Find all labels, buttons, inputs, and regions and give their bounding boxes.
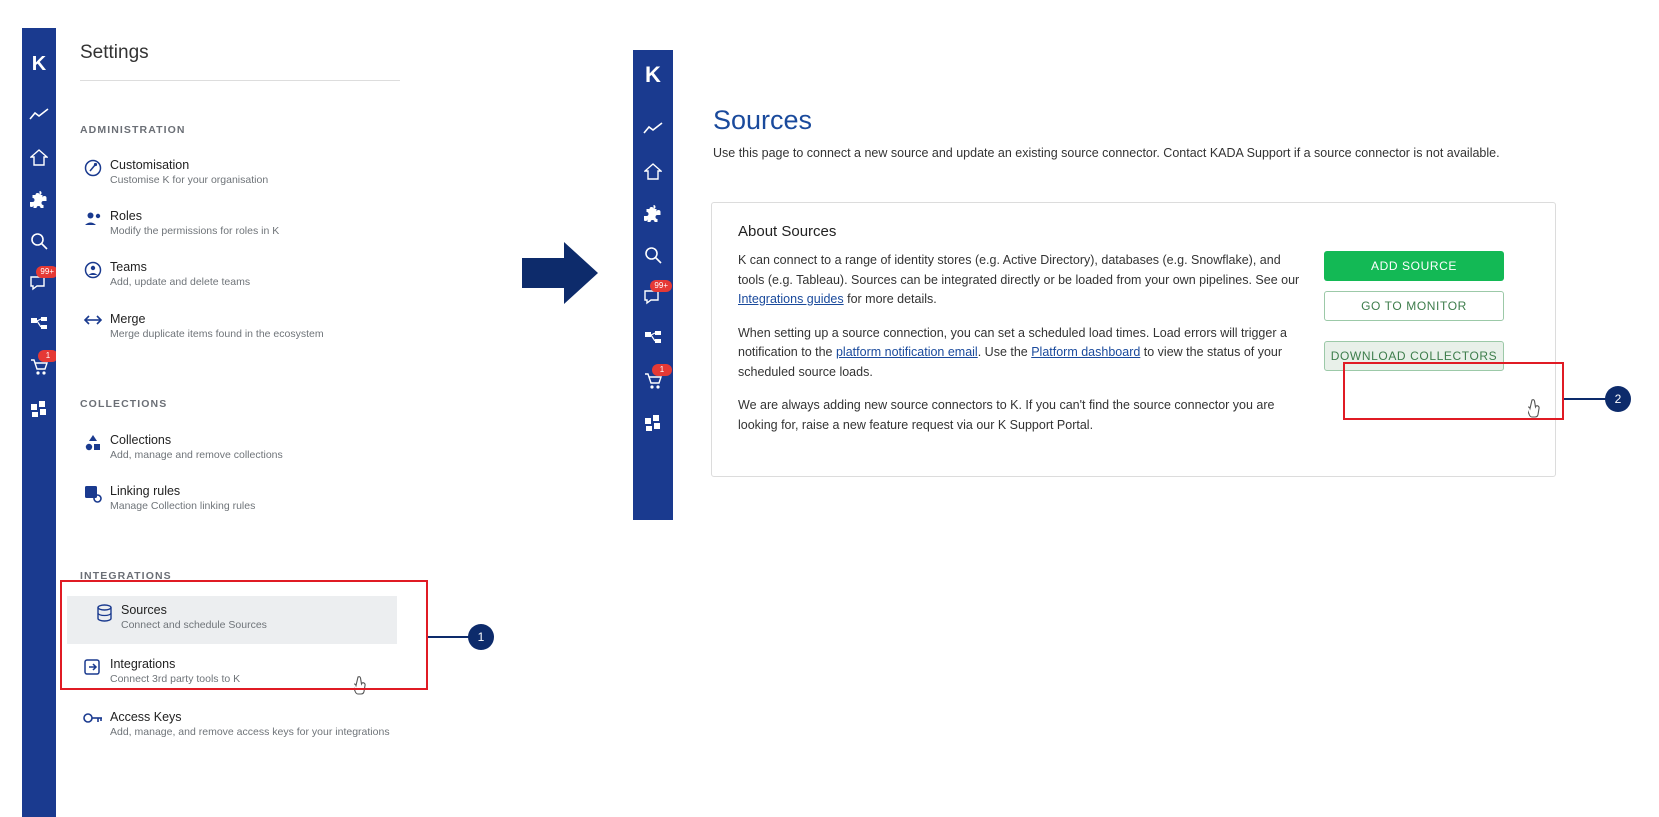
page-title: Sources (713, 105, 813, 135)
text-segment: for more details. (843, 292, 937, 306)
annotation-badge-2: 2 (1605, 386, 1631, 412)
menu-item-subtitle: Merge duplicate items found in the ecosystem (110, 328, 324, 340)
text-segment: . Use the (977, 345, 1032, 359)
text-segment: K can connect to a range of identity stores (e.g. Active Directory), databases (e.g. Snowflake), and tools (e.g. Tableau). Sources can be integrated directly or be loaded from your own pipelines. See our (738, 253, 1300, 287)
platform-notification-email-link[interactable]: platform notification email (835, 345, 978, 359)
apps-icon[interactable] (640, 410, 666, 436)
mouse-cursor-sources (354, 675, 372, 697)
section-heading-integrations: INTEGRATIONS (80, 570, 172, 582)
puzzle-icon[interactable] (640, 200, 666, 226)
lineage-icon[interactable] (26, 312, 52, 338)
teams-icon (80, 261, 106, 279)
annotation-line-2 (1564, 398, 1608, 400)
menu-item-subtitle: Customise K for your organisation (110, 174, 269, 186)
puzzle-icon[interactable] (26, 186, 52, 212)
cart-badge: 1 (652, 364, 672, 376)
title-divider (80, 80, 400, 81)
linking-rules-icon (80, 485, 106, 503)
home-icon[interactable] (26, 144, 52, 170)
sources-icon (91, 604, 117, 622)
chat-icon[interactable] (26, 267, 54, 296)
cart-badge: 1 (38, 350, 58, 362)
roles-icon (80, 210, 106, 228)
flow-arrow-icon (520, 238, 600, 308)
card-body (738, 251, 1306, 449)
about-paragraph-2 (738, 324, 1306, 383)
menu-item-subtitle: Connect and schedule Sources (121, 619, 267, 631)
go-to-monitor-button[interactable]: GO TO MONITOR (1324, 291, 1504, 321)
app-logo: K (645, 62, 661, 87)
app-sidebar-rail-left (22, 28, 56, 817)
annotation-badge-1: 1 (468, 624, 494, 650)
sidebar-item-linking-rules[interactable] (56, 477, 408, 520)
menu-item-title: Customisation (110, 158, 190, 172)
sidebar-item-customisation[interactable] (56, 151, 408, 194)
access-keys-icon (80, 711, 106, 725)
section-heading-administration: ADMINISTRATION (80, 124, 186, 136)
menu-item-title: Merge (110, 312, 146, 326)
chat-badge: 99+ (650, 280, 672, 292)
about-sources-card (711, 202, 1556, 477)
page-intro: Use this page to connect a new source and update an existing source connector. Contact KADA Support if a source connector is not available. (713, 146, 1500, 160)
section-heading-collections: COLLECTIONS (80, 398, 168, 410)
menu-item-subtitle: Connect 3rd party tools to K (110, 673, 241, 685)
menu-item-subtitle: Manage Collection linking rules (110, 500, 256, 512)
chat-icon[interactable] (640, 281, 668, 310)
add-source-button[interactable]: ADD SOURCE (1324, 251, 1504, 281)
app-logo: K (31, 53, 47, 75)
sidebar-item-sources[interactable] (67, 596, 397, 644)
text-segment: When setting up a source connection, you can set a scheduled load times. Load errors will trigger a notification to the (738, 325, 1287, 359)
search-icon[interactable] (640, 242, 666, 268)
trend-icon[interactable] (26, 102, 52, 128)
cart-icon[interactable] (26, 351, 52, 380)
merge-icon (80, 313, 106, 327)
download-collectors-button[interactable]: DOWNLOAD COLLECTORS (1324, 341, 1504, 371)
platform-dashboard-link[interactable]: Platform dashboard (1031, 345, 1141, 359)
menu-item-title: Linking rules (110, 484, 181, 498)
menu-item-title: Roles (110, 209, 142, 223)
lineage-icon[interactable] (640, 326, 666, 352)
sidebar-item-roles[interactable] (56, 202, 408, 245)
menu-item-title: Integrations (110, 657, 176, 671)
about-paragraph-1 (738, 251, 1306, 310)
app-sidebar-rail-right (633, 50, 673, 520)
sidebar-item-merge[interactable] (56, 305, 408, 348)
text-segment: We are always adding new source connectors to K. If you can't find the source connector you are looking for, raise a new feature request via our K Support Portal. (738, 398, 1275, 432)
about-paragraph-3 (738, 396, 1306, 435)
settings-panel (56, 28, 408, 817)
annotation-line-1 (428, 636, 472, 638)
chat-badge: 99+ (36, 266, 58, 278)
cart-icon[interactable] (640, 365, 666, 394)
sidebar-item-access-keys[interactable] (56, 703, 408, 746)
menu-item-subtitle: Modify the permissions for roles in K (110, 225, 280, 237)
collections-icon (80, 434, 106, 452)
card-title: About Sources (738, 223, 837, 240)
sidebar-item-teams[interactable] (56, 253, 408, 296)
integrations-guides-link[interactable]: Integrations guides (738, 292, 844, 306)
menu-item-title: Teams (110, 260, 147, 274)
integrations-icon (80, 658, 106, 676)
sources-page (673, 50, 1603, 520)
menu-item-title: Sources (121, 603, 167, 617)
menu-item-title: Collections (110, 433, 172, 447)
home-icon[interactable] (640, 158, 666, 184)
menu-item-subtitle: Add, update and delete teams (110, 276, 251, 288)
sidebar-item-collections[interactable] (56, 426, 408, 469)
mouse-cursor-download (1528, 398, 1546, 420)
apps-icon[interactable] (26, 396, 52, 422)
customisation-icon (80, 159, 106, 177)
trend-icon[interactable] (640, 116, 666, 142)
menu-item-title: Access Keys (110, 710, 182, 724)
menu-item-subtitle: Add, manage, and remove access keys for your integrations (110, 726, 390, 738)
menu-item-subtitle: Add, manage and remove collections (110, 449, 283, 461)
text-segment: to view the status of your scheduled source loads. (738, 345, 1283, 379)
page-title: Settings (80, 42, 149, 63)
search-icon[interactable] (26, 228, 52, 254)
